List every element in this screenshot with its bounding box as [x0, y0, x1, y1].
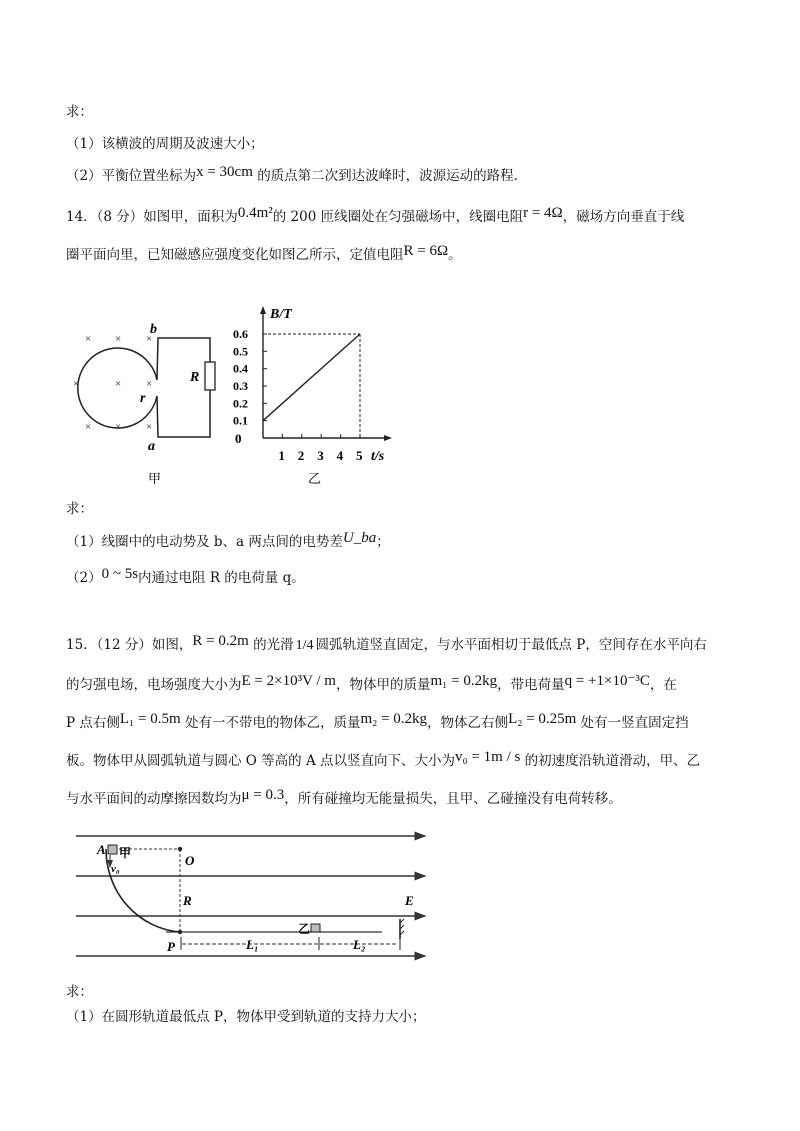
y-tick-label: 0.2 [233, 396, 248, 411]
label-R: R [190, 370, 200, 385]
text: ，物体乙右侧 [427, 715, 509, 731]
point-P [178, 930, 182, 934]
text: 的 200 匝线圈处在匀强磁场中，线圈电阻 [272, 209, 524, 225]
math: U_ba [342, 530, 377, 546]
q15-ask: 求： [66, 984, 93, 1000]
series-line [263, 334, 360, 421]
text: （2）平衡位置坐标为 [66, 168, 197, 184]
label-v0: v₀ [111, 863, 120, 875]
b-t-chart [230, 300, 400, 490]
math: m₂ = 0.2kg [360, 711, 428, 727]
svg-text:×: × [146, 333, 153, 345]
text: 15．（12 分）如图， [66, 637, 193, 653]
svg-text:×: × [73, 378, 80, 390]
label-L1: L₁ [246, 937, 259, 952]
label-a: a [148, 439, 155, 454]
text: P 点右侧 [66, 715, 120, 731]
svg-text:×: × [146, 378, 153, 390]
text: ，带电荷量 [497, 677, 565, 693]
text: ，物体甲的质量 [335, 677, 431, 693]
label-R: R [183, 893, 192, 908]
q14-line2 [66, 243, 462, 264]
math: 0 ~ 5s [101, 566, 139, 582]
text: 处有一不带电的物体乙，质量 [184, 715, 361, 731]
arc-track [106, 849, 180, 932]
svg-text:×: × [115, 421, 122, 433]
x-axis-label: t/s [371, 449, 385, 464]
y-axis-label: B/T [270, 307, 292, 322]
math: q = +1×10⁻³C [564, 673, 650, 689]
y-tick-label: 0.3 [233, 379, 248, 393]
fraction-quarter: 1/4 [295, 638, 314, 653]
text: 圆弧轨道竖直固定，与水平面相切于最低点 P，空间存在水平向右 [315, 637, 707, 653]
math: R = 6Ω [403, 243, 449, 259]
text: （2） [66, 570, 102, 586]
y-tick-label: 0.6 [233, 327, 248, 341]
x-tick-label: 3 [317, 448, 324, 463]
text: 的初速度沿轨道滑动，甲、乙 [524, 753, 701, 769]
y-tick-label: 0.5 [233, 344, 248, 359]
text: 14．（8 分）如图甲，面积为 [66, 209, 238, 225]
text: ，磁场方向垂直于线 [562, 209, 685, 225]
text: ； [376, 534, 390, 550]
x-axis-arrow [384, 435, 392, 441]
y-tick-label: 0.4 [233, 361, 248, 376]
q13-part1: （1）该横波的周期及波速大小； [66, 136, 264, 152]
label-E: E [405, 893, 414, 908]
y-axis-arrow [260, 306, 266, 314]
text: 板。物体甲从圆弧轨道与圆心 O 等高的 A 点以竖直向下、大小为 [66, 753, 455, 769]
q15-part1: （1）在圆形轨道最低点 P，物体甲受到轨道的支持力大小； [66, 1009, 426, 1025]
svg-text:×: × [115, 333, 122, 345]
origin-label: 0 [235, 431, 242, 446]
q14-ask: 求： [66, 501, 93, 517]
label-b: b [150, 322, 157, 337]
circuit-wire [157, 338, 210, 437]
q15-line1 [66, 633, 707, 654]
q14-part2 [66, 566, 305, 587]
math: R = 0.2m [192, 633, 249, 649]
block-jia [108, 845, 117, 854]
math: x = 30cm [196, 164, 253, 180]
label-P: P [167, 939, 175, 954]
label-yi: 乙 [298, 922, 311, 936]
caption-yi: 乙 [308, 471, 322, 486]
x-tick-label: 4 [336, 448, 344, 463]
coil-circuit-diagram [70, 300, 230, 490]
y-tick-label: 0.1 [233, 413, 248, 428]
label-O: O [185, 853, 195, 868]
text: 处有一竖直固定挡 [580, 715, 689, 731]
q14-line1 [66, 205, 684, 226]
x-tick-label: 5 [356, 448, 363, 463]
q15-line5 [66, 787, 622, 808]
center-O [178, 847, 182, 851]
label-A: A [97, 842, 106, 857]
svg-text:×: × [85, 333, 92, 345]
q14-part1 [66, 530, 390, 551]
label-jia: 甲 [119, 846, 132, 860]
text: ，在 [649, 677, 677, 693]
svg-text:×: × [115, 378, 122, 390]
math: m₁ = 0.2kg [430, 673, 498, 689]
math: L₂ = 0.25m [508, 711, 577, 727]
block-yi [311, 924, 320, 932]
q15-line4 [66, 749, 700, 770]
text: 。 [448, 247, 462, 263]
math: L₁ = 0.5m [119, 711, 181, 727]
text: 内通过电阻 R 的电荷量 q。 [138, 570, 305, 586]
q15-line2 [66, 673, 677, 694]
text: 与水平面间的动摩擦因数均为 [66, 791, 242, 807]
q13-part2 [66, 164, 518, 185]
q15-line3 [66, 711, 689, 732]
q13-ask: 求： [66, 104, 93, 120]
label-r: r [140, 391, 146, 406]
math: E = 2×10³V / m [241, 673, 336, 689]
text: 的光滑 [253, 637, 294, 653]
caption-jia: 甲 [148, 471, 162, 486]
x-tick-label: 2 [297, 448, 305, 463]
text: 圈平面向里，已知磁感应强度变化如图乙所示，定值电阻 [66, 247, 404, 263]
math: v₀ = 1m / s [454, 749, 521, 765]
x-tick-label: 1 [278, 448, 285, 463]
math: 0.4m² [237, 205, 273, 221]
text: 的质点第二次到达波峰时，波源运动的路程. [257, 168, 518, 184]
label-L2: L₂ [353, 937, 366, 952]
track-diagram [70, 825, 430, 970]
math: r = 4Ω [523, 205, 563, 221]
text: （1）线圈中的电动势及 b、a 两点间的电势差 [66, 534, 343, 550]
text: ，所有碰撞均无能量损失，且甲、乙碰撞没有电荷转移。 [284, 791, 622, 807]
svg-text:×: × [85, 421, 92, 433]
svg-text:×: × [146, 421, 153, 433]
math: μ = 0.3 [241, 787, 285, 803]
text: 的匀强电场，电场强度大小为 [66, 677, 242, 693]
resistor [205, 362, 215, 390]
